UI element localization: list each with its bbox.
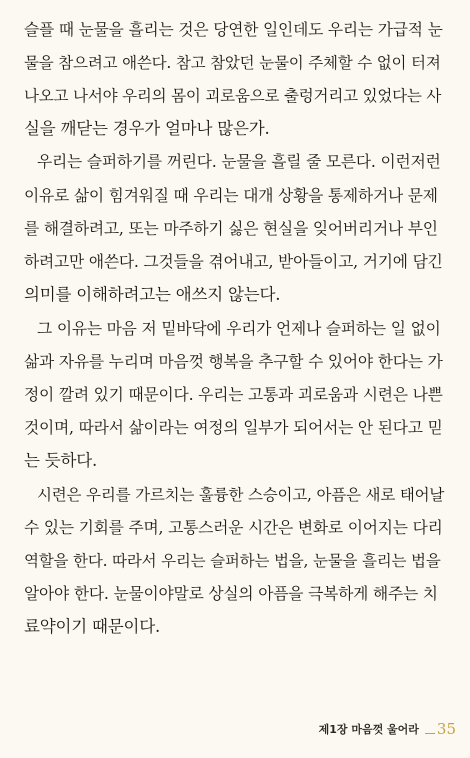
page-number: 35 <box>436 720 456 738</box>
paragraph-start-line: 그 이유는 마음 저 밑바닥에 우리가 언제나 슬퍼하는 일 없이 <box>37 319 441 338</box>
text-line: 정이 깔려 있기 때문이다. 우리는 고통과 괴로움과 시련은 나쁜 <box>24 385 443 404</box>
text-line: 료약이기 때문이다. <box>24 617 161 636</box>
text-line: 를 해결하려고, 또는 마주하기 싫은 현실을 잊어버리거나 부인 <box>24 219 438 238</box>
text-line: 수 있는 기회를 주며, 고통스러운 시간은 변화로 이어지는 다리 <box>24 518 443 537</box>
page-footer <box>319 716 456 738</box>
paragraph-start-line: 우리는 슬퍼하기를 꺼린다. 눈물을 흘릴 줄 모른다. 이런저런 <box>37 152 441 171</box>
text-line: 것이며, 따라서 삶이라는 여정의 일부가 되어서는 안 된다고 믿 <box>24 418 443 437</box>
text-line: 실을 깨닫는 경우가 얼마나 많은가. <box>24 119 270 138</box>
text-line: 는 듯하다. <box>24 451 98 470</box>
text-line: 하려고만 애쓴다. 그것들을 겪어내고, 받아들이고, 거기에 담긴 <box>24 252 443 271</box>
text-line: 의미를 이해하려고는 애쓰지 않는다. <box>24 285 281 304</box>
text-line: 알아야 한다. 눈물이야말로 상실의 아픔을 극복하게 해주는 치 <box>24 584 438 603</box>
text-line: 삶과 자유를 누리며 마음껏 행복을 추구할 수 있어야 한다는 가 <box>24 352 443 371</box>
text-line: 물을 참으려고 애쓴다. 참고 참았던 눈물이 주체할 수 없이 터져 <box>24 54 441 72</box>
text-line: 슬플 때 눈물을 흘리는 것은 당연한 일인데도 우리는 가급적 눈 <box>24 20 443 39</box>
chapter-title: 제1장 마음껏 울어라 <box>318 723 419 736</box>
text-line: 이유로 삶이 힘겨워질 때 우리는 대개 상황을 통제하거나 문제 <box>24 186 438 205</box>
footer-rule <box>425 733 435 734</box>
paragraph-start-line: 시련은 우리를 가르치는 훌륭한 스승이고, 아픔은 새로 태어날 <box>37 486 445 504</box>
text-line: 역할을 한다. 따라서 우리는 슬퍼하는 법을, 눈물을 흘리는 법을 <box>24 552 441 570</box>
text-line: 나오고 나서야 우리의 몸이 괴로움으로 출렁거리고 있었다는 사 <box>24 87 442 105</box>
